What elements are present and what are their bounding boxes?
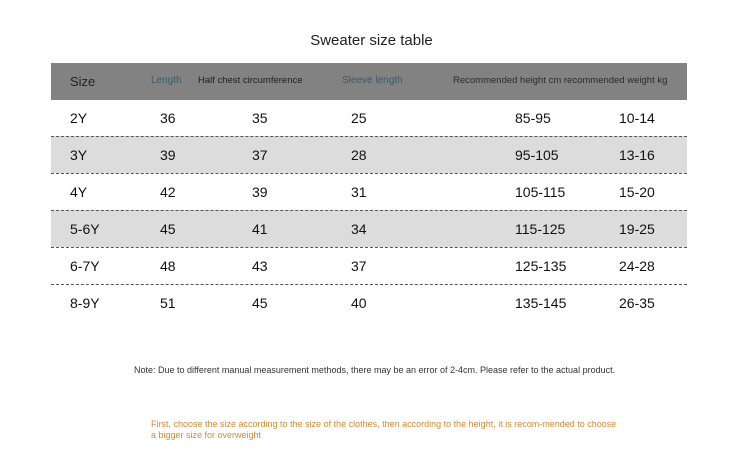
- cell-size: 5-6Y: [70, 221, 100, 237]
- cell-half-chest: 39: [252, 184, 268, 200]
- cell-half-chest: 37: [252, 147, 268, 163]
- table-row: [51, 136, 687, 173]
- cell-weight: 24-28: [619, 258, 655, 274]
- cell-size: 4Y: [70, 184, 88, 200]
- size-table: [51, 63, 687, 321]
- cell-sleeve: 37: [351, 258, 367, 274]
- cell-size: 2Y: [70, 110, 88, 126]
- cell-sleeve: 40: [351, 295, 367, 311]
- header-recommended: Recommended height cm recommended weight kg: [453, 75, 668, 86]
- cell-half-chest: 41: [252, 221, 268, 237]
- cell-height: 85-95: [515, 110, 551, 126]
- cell-length: 42: [160, 184, 176, 200]
- cell-sleeve: 34: [351, 221, 367, 237]
- measurement-note: Note: Due to different manual measurement methods, there may be an error of 2-4cm. Please refer to the actual product.: [134, 365, 616, 375]
- table-row: [51, 173, 687, 210]
- cell-height: 105-115: [515, 184, 566, 200]
- cell-weight: 13-16: [619, 147, 655, 163]
- table-row: [51, 247, 687, 284]
- cell-length: 45: [160, 221, 176, 237]
- cell-weight: 10-14: [619, 110, 655, 126]
- cell-weight: 15-20: [619, 184, 655, 200]
- cell-length: 36: [160, 110, 176, 126]
- cell-weight: 26-35: [619, 295, 655, 311]
- table-row: [51, 100, 687, 136]
- cell-sleeve: 25: [351, 110, 367, 126]
- page-title: Sweater size table: [310, 32, 433, 49]
- size-tip: First, choose the size according to the size of the clothes, then according to the height, it is recom-mended to choose a bigger size for overweight: [151, 419, 617, 440]
- cell-half-chest: 43: [252, 258, 268, 274]
- cell-height: 125-135: [515, 258, 567, 274]
- cell-length: 51: [160, 295, 176, 311]
- table-header: [51, 63, 687, 100]
- header-sleeve: Sleeve length: [342, 75, 403, 86]
- cell-half-chest: 45: [252, 295, 268, 311]
- cell-height: 135-145: [515, 295, 567, 311]
- cell-sleeve: 28: [351, 147, 367, 163]
- cell-length: 48: [160, 258, 176, 274]
- cell-size: 6-7Y: [70, 258, 100, 274]
- table-row: [51, 284, 687, 321]
- header-size: Size: [70, 74, 96, 89]
- cell-size: 8-9Y: [70, 295, 100, 311]
- cell-height: 115-125: [515, 221, 566, 237]
- header-half-chest: Half chest circumference: [198, 75, 303, 86]
- cell-length: 39: [160, 147, 176, 163]
- header-length: Length: [151, 75, 182, 86]
- cell-sleeve: 31: [351, 184, 367, 200]
- cell-half-chest: 35: [252, 110, 268, 126]
- cell-size: 3Y: [70, 147, 88, 163]
- cell-weight: 19-25: [619, 221, 655, 237]
- table-row: [51, 210, 687, 247]
- cell-height: 95-105: [515, 147, 559, 163]
